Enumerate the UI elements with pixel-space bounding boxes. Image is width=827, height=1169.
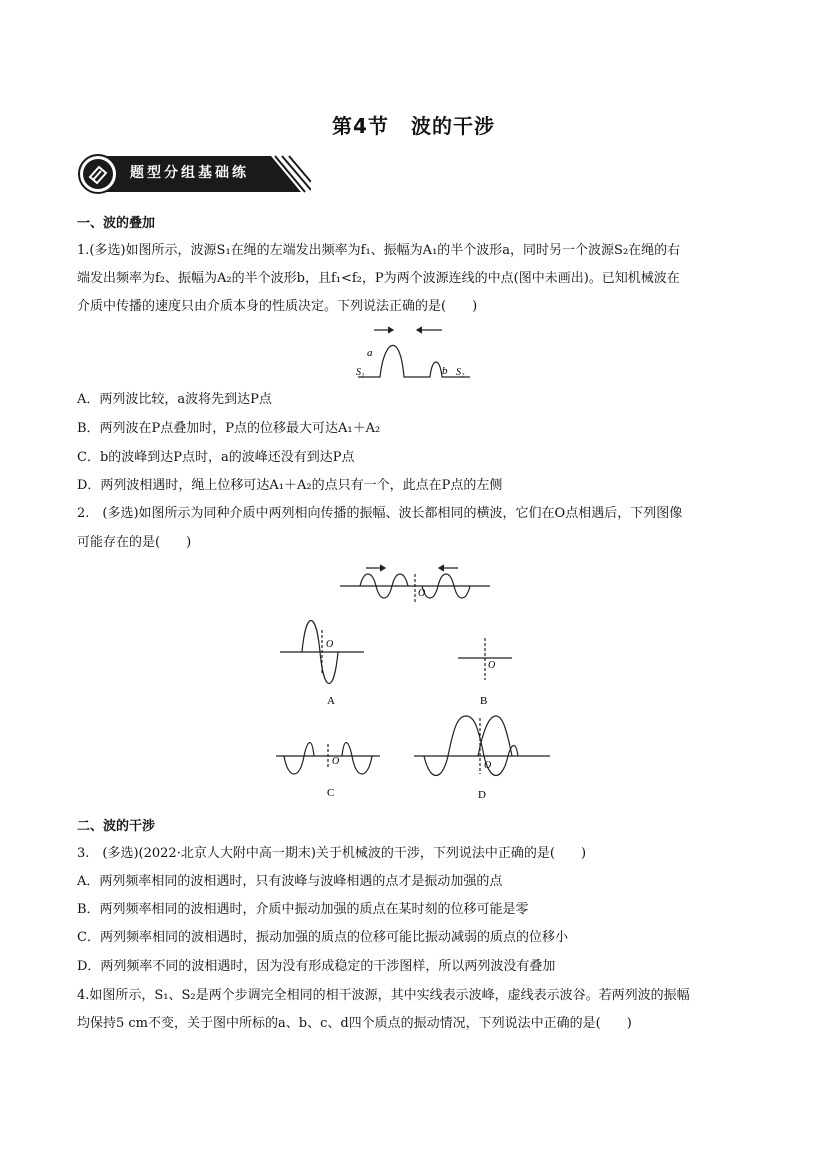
source-s2-label: S₂ [456,367,465,378]
q3-text-line1: 3. (多选)(2022·北京人大附中高一期末)关于机械波的干涉，下列说法中正确的是( ) [77,846,587,861]
q4-text-line2: 均保持5 cm不变，关于图中所标的a、b、c、d四个质点的振动情况，下列说法中正确的是( ) [77,1016,632,1031]
point-o-label: O [418,588,426,599]
q2-top-figure [340,562,490,606]
q1-text-line1: 1.(多选)如图所示，波源S₁在绳的左端发出频率为f₁、振幅为A₁的半个波形a，同时另一个波源S₂在绳的右 [77,243,681,258]
q2-text-line2: 可能存在的是( ) [77,535,192,550]
q3-option-c: C．两列频率相同的波相遇时，振动加强的质点的位移可能比振动减弱的质点的位移小 [77,930,568,945]
q1-text-line3: 介质中传播的速度只由介质本身的性质决定。下列说法正确的是( ) [77,299,478,314]
option-b-o-label: O [488,660,496,671]
wave-b-label: b [442,365,448,377]
q1-option-d: D．两列波相遇时，绳上位移可达A₁＋A₂的点只有一个，此点在P点的左侧 [77,478,503,493]
option-c-o-label: O [332,756,340,767]
q2-option-d-figure [414,712,550,802]
option-b-label: B [480,695,488,707]
section-heading-2: 二、波的干涉 [77,819,156,834]
banner-label: 题型分组基础练 [130,165,249,181]
option-a-label: A [327,695,335,707]
q1-option-c: C．b的波峰到达P点时，a的波峰还没有到达P点 [77,450,355,465]
option-d-o-label: O [484,760,492,771]
wave-a-label: a [367,347,373,359]
q2-option-c-figure [276,742,380,800]
q1-figure [350,322,480,384]
option-a-o-label: O [326,639,334,650]
option-d-label: D [478,789,486,801]
q4-text-line1: 4.如图所示，S₁、S₂是两个步调完全相同的相干波源，其中实线表示波峰，虚线表示波谷。若两列波的振幅 [77,988,690,1003]
section-title: 波的干涉 [410,114,495,138]
q3-option-d: D．两列频率不同的波相遇时，因为没有形成稳定的干涉图样，所以两列波没有叠加 [77,959,556,974]
section-heading-1: 一、波的叠加 [77,216,156,231]
q3-option-a: A．两列频率相同的波相遇时，只有波峰与波峰相遇的点才是振动加强的点 [77,874,503,889]
q2-option-a-figure [280,612,364,708]
section-number: 第4节 [332,114,389,138]
source-s1-label: S₁ [356,367,365,378]
option-c-label: C [327,787,335,799]
q2-option-b-figure [456,628,512,708]
q2-text-line1: 2. (多选)如图所示为同种介质中两列相向传播的振幅、波长都相同的横波，它们在O点相遇后，下列图像 [77,506,683,521]
q1-option-b: B．两列波在P点叠加时，P点的位移最大可达A₁＋A₂ [77,421,381,436]
q3-option-b: B．两列频率相同的波相遇时，介质中振动加强的质点在某时刻的位移可能是零 [77,902,529,917]
page-title [0,110,827,139]
q1-option-a: A．两列波比较，a波将先到达P点 [77,392,272,407]
q1-text-line2: 端发出频率为f₂、振幅为A₂的半个波形b，且f₁<f₂，P为两个波源连线的中点(图中未画出)。已知机械波在 [77,271,680,286]
